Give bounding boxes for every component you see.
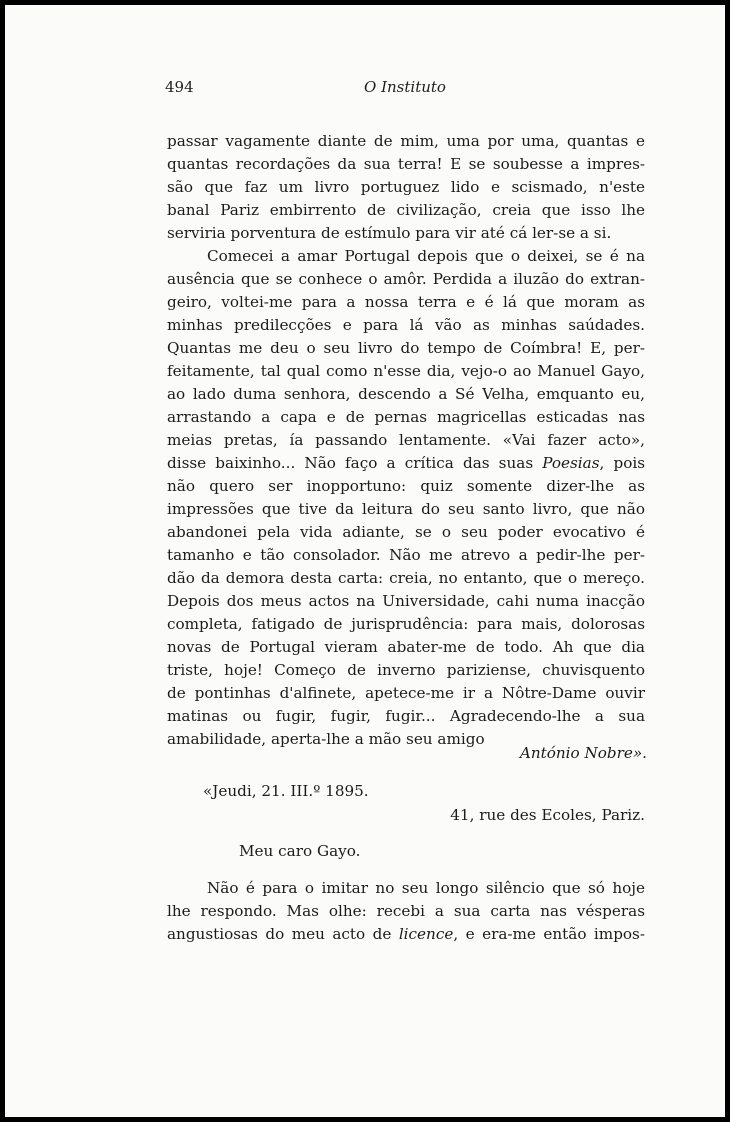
text-line: de pontinhas d'alfinete, apetece-me ir a Nôtre-Dame ouvir bbox=[167, 684, 645, 702]
text-line-with-italic bbox=[167, 923, 645, 947]
running-title: O Instituto bbox=[364, 78, 446, 96]
text-line: serviria porventura de estímulo para vir até cá ler-se a si. bbox=[167, 224, 612, 242]
text-fragment: disse baixinho... Não faço a crítica das suas bbox=[167, 454, 543, 472]
signature: António Nobre». bbox=[519, 744, 647, 762]
text-line: matinas ou fugir, fugir, fugir... Agradecendo-lhe a sua bbox=[167, 707, 645, 725]
text-line: lhe respondo. Mas olhe: recebi a sua carta nas vésperas bbox=[167, 902, 645, 920]
text-line: passar vagamente diante de mim, uma por uma, quantas e bbox=[167, 132, 645, 150]
text-fragment: , e era-me então impos- bbox=[453, 925, 645, 943]
text-line: são que faz um livro portuguez lido e scismado, n'este bbox=[167, 178, 645, 196]
poesias-title: Poesias bbox=[542, 454, 600, 472]
text-line: ausência que se conhece o amôr. Perdida a iluzão do extran- bbox=[167, 270, 645, 288]
text-line: banal Pariz embirrento de civilização, creia que isso lhe bbox=[167, 201, 645, 219]
text-line: impressões que tive da leitura do seu santo livro, que não bbox=[167, 500, 645, 518]
paragraph-start-line: Comecei a amar Portugal depois que o deixei, se é na bbox=[207, 247, 645, 265]
page-header bbox=[165, 78, 645, 100]
text-fragment: , pois bbox=[599, 454, 645, 472]
text-line: não quero ser inopportuno: quiz somente dizer-lhe as bbox=[167, 477, 645, 495]
text-line: geiro, voltei-me para a nossa terra e é lá que moram as bbox=[167, 293, 645, 311]
text-line: meias pretas, ía passando lentamente. «Vai fazer acto», bbox=[167, 431, 645, 449]
text-line: novas de Portugal vieram abater-me de todo. Ah que dia bbox=[167, 638, 645, 656]
text-line: ao lado duma senhora, descendo a Sé Velha, emquanto eu, bbox=[167, 385, 645, 403]
licence-word: licence bbox=[398, 925, 454, 943]
letter-address: 41, rue des Ecoles, Pariz. bbox=[450, 806, 645, 824]
text-fragment: angustiosas do meu acto de bbox=[167, 925, 399, 943]
salutation: Meu caro Gayo. bbox=[239, 842, 361, 860]
text-line: completa, fatigado de jurisprudência: para mais, dolorosas bbox=[167, 615, 645, 633]
text-line: Depois dos meus actos na Universidade, cahi numa inacção bbox=[167, 592, 645, 610]
page-number: 494 bbox=[165, 78, 194, 96]
scanned-page bbox=[5, 5, 725, 1117]
text-line: minhas predilecções e para lá vão as minhas saúdades. bbox=[167, 316, 645, 334]
text-line: triste, hoje! Começo de inverno pariziense, chuvisquento bbox=[167, 661, 645, 679]
text-line: abandonei pela vida adiante, se o seu poder evocativo é bbox=[167, 523, 645, 541]
text-line: tamanho e tão consolador. Não me atrevo a pedir-lhe per- bbox=[167, 546, 645, 564]
letter-date: «Jeudi, 21. III.º 1895. bbox=[203, 782, 369, 800]
text-line: Quantas me deu o seu livro do tempo de Coímbra! E, per- bbox=[167, 339, 645, 357]
text-line-with-title bbox=[167, 452, 645, 476]
paragraph-start-line: Não é para o imitar no seu longo silêncio que só hoje bbox=[207, 879, 645, 897]
text-line: dão da demora desta carta: creia, no entanto, que o mereço. bbox=[167, 569, 645, 587]
text-line: feitamente, tal qual como n'esse dia, vejo-o ao Manuel Gayo, bbox=[167, 362, 645, 380]
text-line: quantas recordações da sua terra! E se soubesse a impres- bbox=[167, 155, 645, 173]
text-line: amabilidade, aperta-lhe a mão seu amigo bbox=[167, 730, 485, 748]
text-line: arrastando a capa e de pernas magricellas esticadas nas bbox=[167, 408, 645, 426]
